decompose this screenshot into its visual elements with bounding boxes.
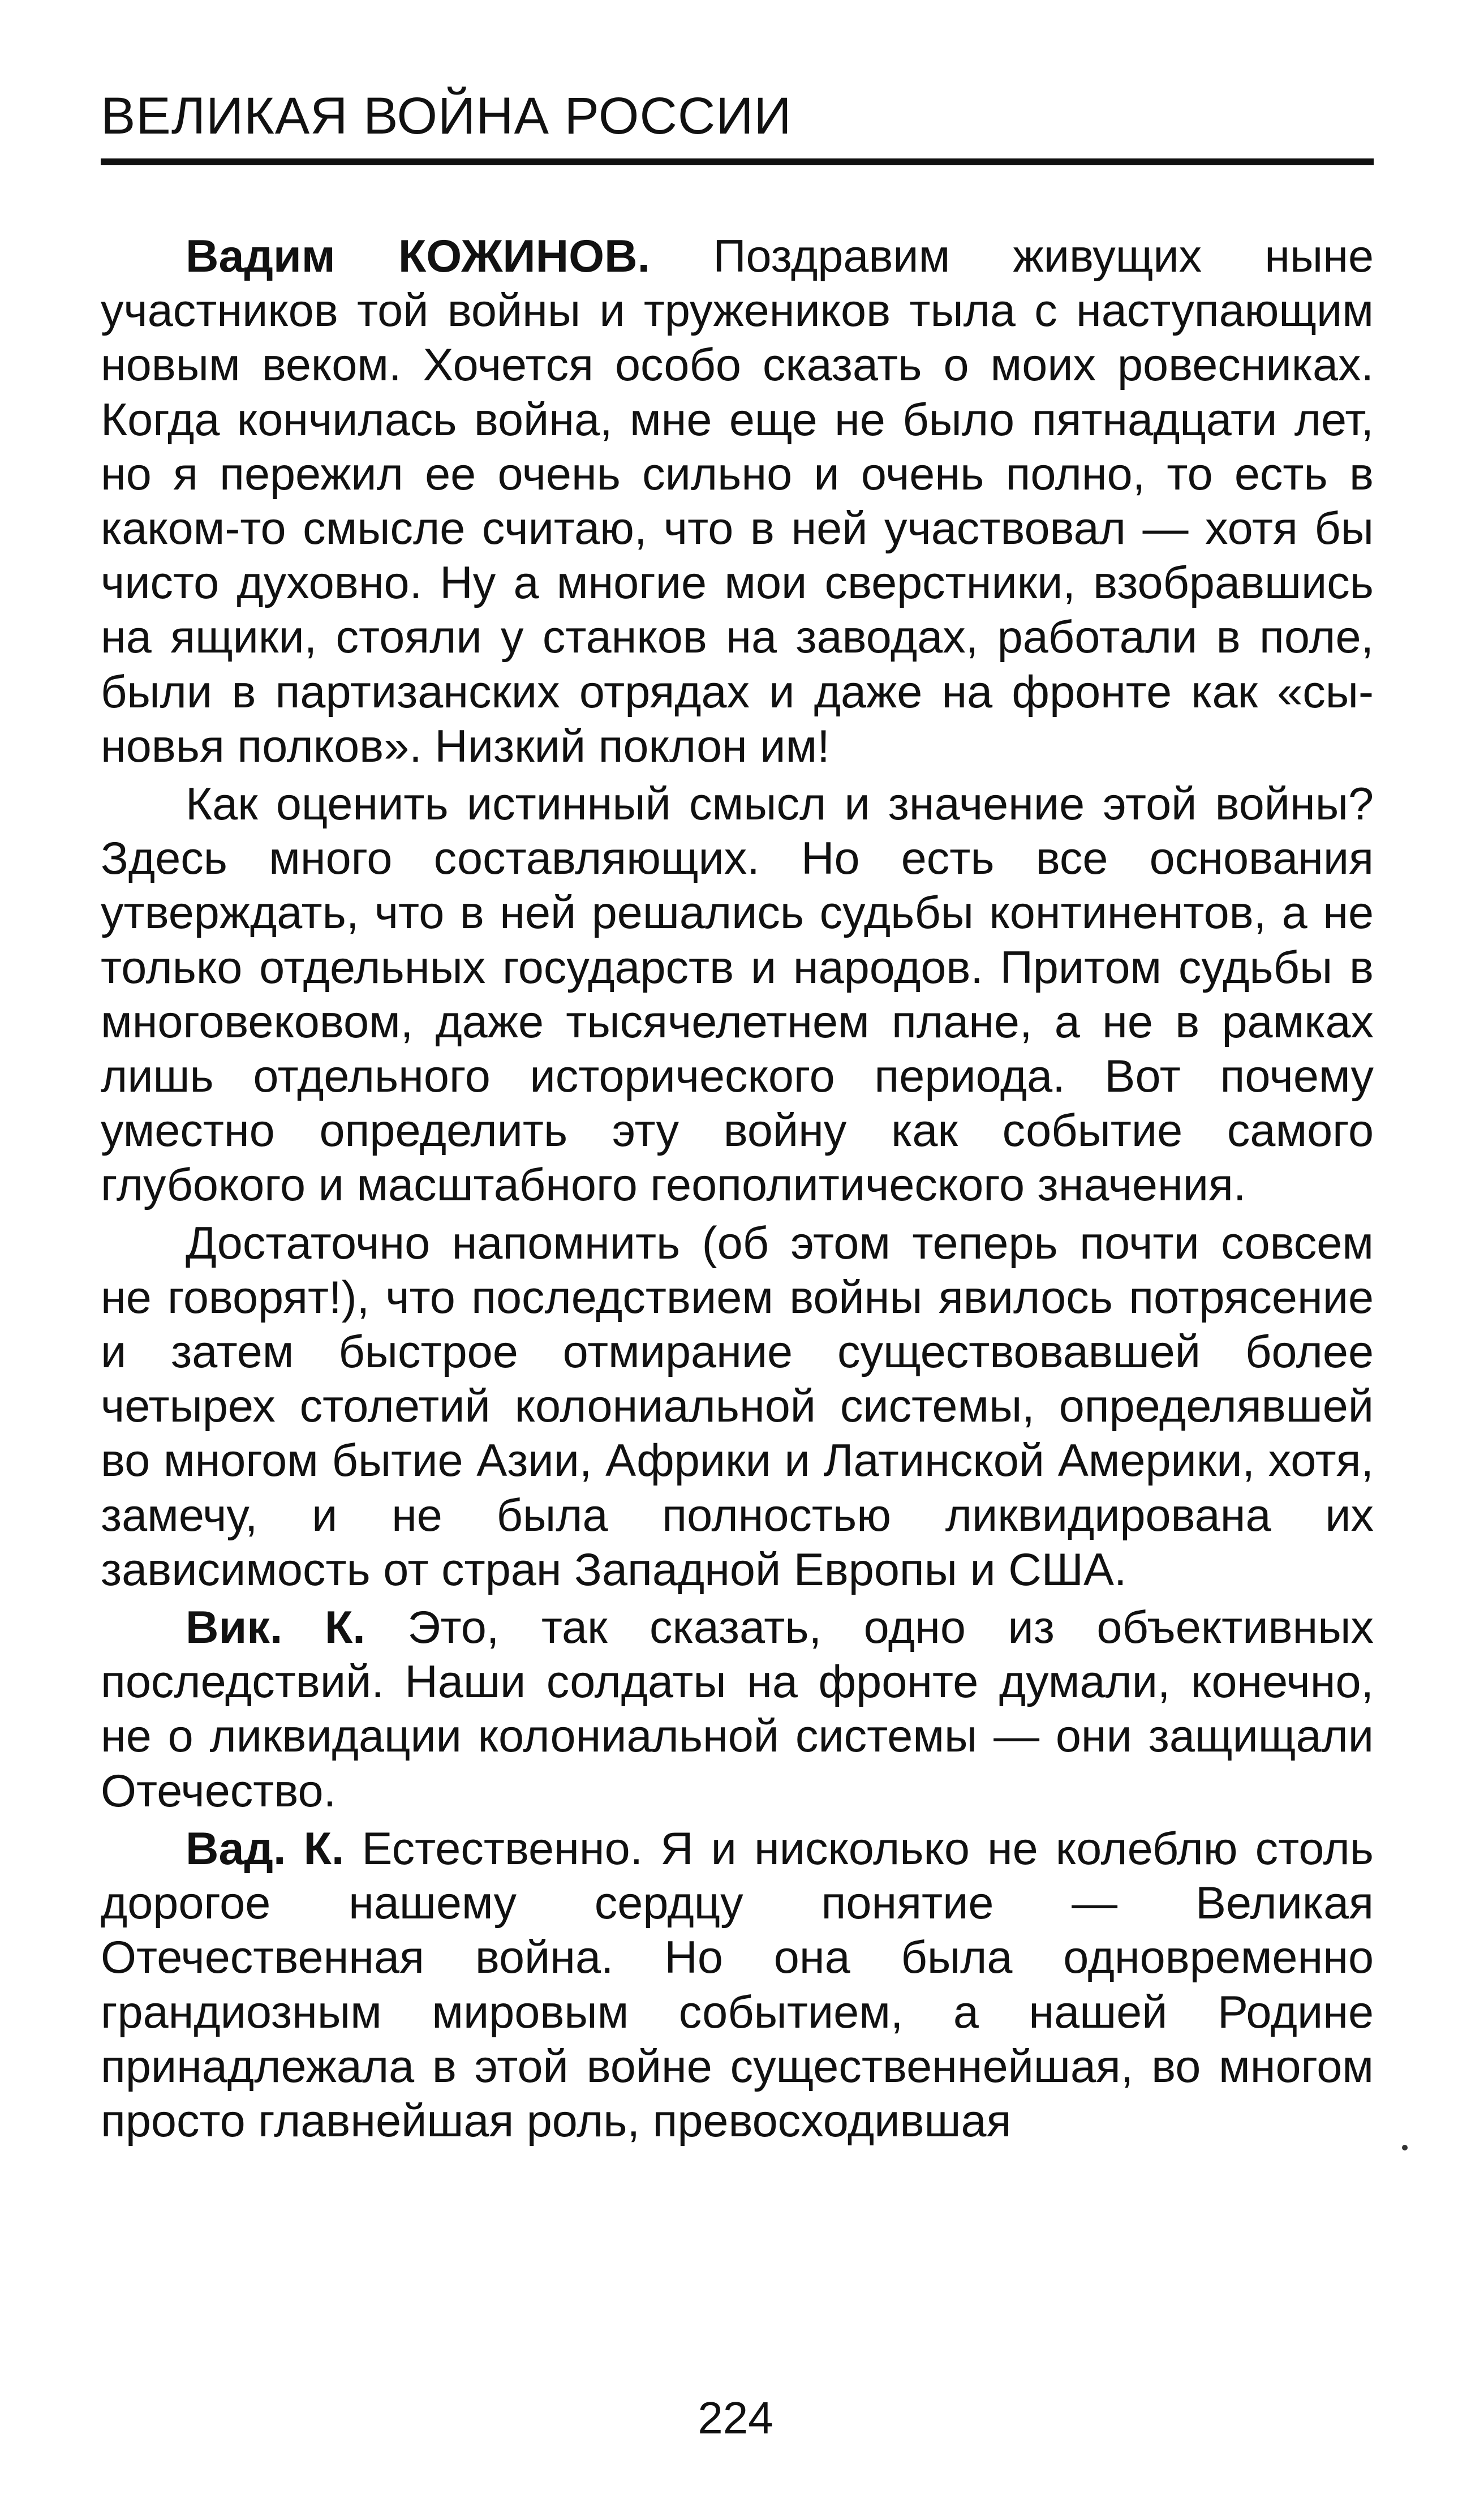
page-number: 224 <box>698 2393 773 2443</box>
body-text <box>101 229 1374 2148</box>
paragraph-2 <box>101 777 1374 1213</box>
speaker-name: Вад. К. <box>186 1823 345 1874</box>
paragraph-3 <box>101 1216 1374 1597</box>
paragraph-text: Как оценить истинный смысл и значение этой войны? Здесь много составляющих. Но есть все основания утверждать, что в ней решались судьбы континентов, а не только отдельных государств и народов. Притом судьбы в многовековом, даже тысячелетнем плане, а не в рамках лишь отдельного исторического периода. Вот почему уместно определить эту войну как событие самого глубокого и масштабного геополитического значения. <box>101 779 1374 1211</box>
paragraph-text: Это, так сказать, одно из объективных последствий. Наши солдаты на фронте думали, конечно, не о ликвидации колониальной системы — они защищали Отечество. <box>101 1602 1374 1817</box>
speaker-name: Вик. К. <box>186 1602 365 1654</box>
running-head: ВЕЛИКАЯ ВОЙНА РОССИИ <box>101 87 792 145</box>
speaker-name: Вадим КОЖИНОВ. <box>186 231 651 282</box>
header-rule <box>101 158 1374 165</box>
paragraph-text: Достаточно напомнить (об этом теперь почти совсем не говорят!), что последствием войны явилось потрясение и затем быстрое отмирание существовавшей более четырех столетий колониальной системы, определявшей во многом бытие Азии, Африки и Латинской Америки, хотя, замечу, и не была полностью ликвидирована их зависимость от стран Западной Европы и США. <box>101 1217 1374 1595</box>
print-speck <box>1402 2145 1408 2150</box>
paragraph-5 <box>101 1822 1374 2148</box>
paragraph-text: Поздравим живущих ныне участников той войны и тружеников тыла с наступающим новым веком. Хочется особо сказать о моих ровесниках. Когда кончилась война, мне еще не было пятнадцати лет, но я пережил ее очень сильно и очень полно, то есть в каком-то смысле считаю, что в ней участвовал — хотя бы чисто духовно. Ну а многие мои сверстники, взобравшись на ящики, стояли у станков на заводах, работали в поле, были в партизанских отрядах и даже на фронте как «сыновья полков». Низкий поклон им! <box>101 231 1374 772</box>
paragraph-text: Естественно. Я и нисколько не колеблю столь дорогое нашему сердцу понятие — Великая Отечественная война. Но она была одновременно грандиозным мировым событием, а нашей Родине принадлежала в этой войне существеннейшая, во многом просто главнейшая роль, превосходившая <box>101 1823 1374 2146</box>
paragraph-1 <box>101 229 1374 774</box>
paragraph-4 <box>101 1600 1374 1818</box>
